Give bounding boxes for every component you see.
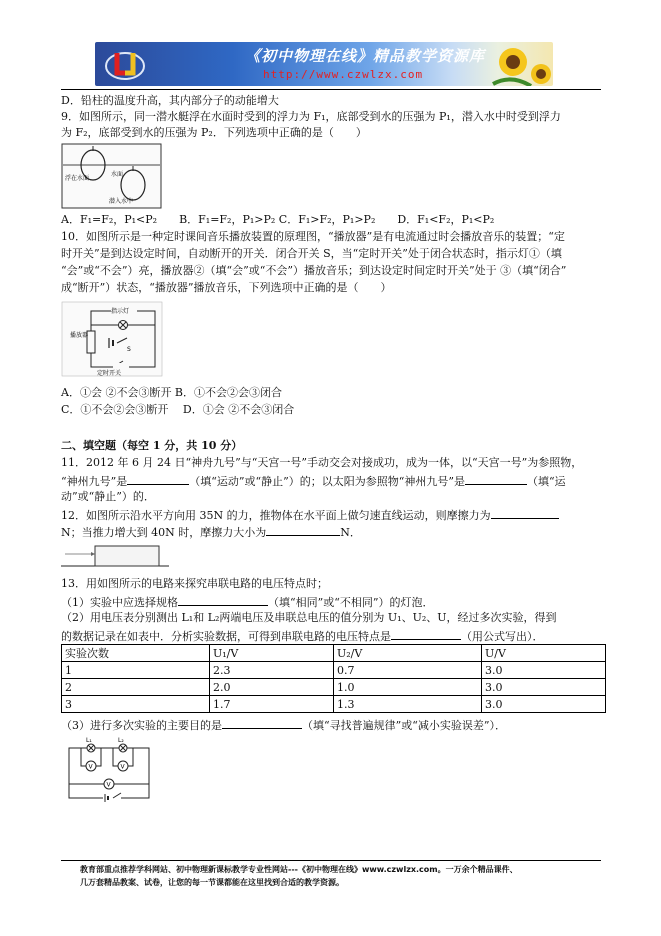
table-row [62, 679, 606, 696]
q13-line5 [61, 718, 506, 731]
player-icon [87, 331, 95, 353]
q13-blank-3[interactable] [222, 718, 302, 729]
q9-options: A．F₁=F₂，P₁<P₂ B．F₁=F₂，P₁>P₂ C．F₁>F₂，P₁>P₂ D．F₁<F₂，P₁<P₂ [61, 213, 495, 226]
table-cell: 2.3 [210, 662, 334, 679]
table-header-cell: U₂/V [334, 645, 482, 662]
q10-line1: 10．如图所示是一种定时课间音乐播放装置的原理图，“播放器”是有电流通过时会播放音乐的装置；“定 [61, 230, 565, 243]
q12-blank-2[interactable] [266, 525, 340, 536]
q9-fig-label-float: 浮在水面 [65, 175, 90, 182]
header-title: 《初中物理在线》精品教学资源库 [245, 47, 486, 65]
q11-line2-c: （填“运 [527, 475, 566, 488]
q8-option-d: D．铅柱的温度升高，其内部分子的动能增大 [61, 94, 279, 107]
table-cell: 1.7 [210, 696, 334, 713]
q12-line1-a: 12．如图所示沿水平方向用 35N 的力，推物体在水平面上做匀速直线运动，则摩擦力为 [61, 509, 491, 522]
q10-fig-timer: 定时开关 [97, 370, 122, 377]
q12-line2 [61, 525, 361, 538]
q9-line2: 为 F₂，底部受到水的压强为 P₂．下列选项中正确的是（ ） [61, 126, 367, 139]
q11-line3: 动”或“静止”）的． [61, 490, 155, 503]
table-row [62, 696, 606, 713]
q13-line5-a: （3）进行多次实验的主要目的是 [61, 719, 222, 732]
q10-fig-s: S [127, 346, 131, 353]
q11-line1: 11．2012 年 6 月 24 日“神舟九号”与“天宫一号”手动交会对接成功，成为一体，以“天宫一号”为参照物， [61, 456, 583, 469]
q13-line1: 13．用如图所示的电路来探究串联电路的电压特点时； [61, 577, 328, 590]
table-row [62, 662, 606, 679]
table-cell: 2 [62, 679, 210, 696]
q12-push-figure [61, 542, 171, 570]
q13-line4 [61, 629, 544, 642]
table-cell: 0.7 [334, 662, 482, 679]
table-header-cell: 实验次数 [62, 645, 210, 662]
q10-fig-player: 播放器 [70, 332, 89, 339]
q13-blank-1[interactable] [178, 595, 268, 606]
table-cell: 3.0 [482, 662, 606, 679]
table-cell: 2.0 [210, 679, 334, 696]
q12-blank-1[interactable] [491, 508, 559, 519]
q9-fig-label-water: 水面 [111, 171, 124, 178]
q11-blank-1[interactable] [127, 474, 189, 485]
q13-line4-b: （用公式写出）． [461, 630, 544, 643]
q12-line2-a: N；当推力增大到 40N 时，摩擦力大小为 [61, 526, 267, 539]
table-cell: 1 [62, 662, 210, 679]
table-header-cell: U₁/V [210, 645, 334, 662]
q13-circuit-figure [61, 736, 155, 806]
header-banner [95, 42, 553, 86]
q12-line2-b: N． [340, 526, 361, 539]
q10-line2: 时开关”是到达设定时间，自动断开的开关．闭合开关 S，当“定时开关”处于闭合状态时，指示灯①（填 [61, 247, 562, 260]
q13-fig-l2: L₂ [118, 737, 124, 744]
table-cell: 3.0 [482, 679, 606, 696]
q11-line2-b: （填“运动”或“静止”）的；以太阳为参照物“神州九号”是 [189, 475, 465, 488]
q13-line3: （2）用电压表分别测出 L₁和 L₂两端电压及串联总电压的值分别为 U₁、U₂、U，经过多次实验，得到 [61, 611, 557, 624]
footer-line1: 教育部重点推荐学科网站、初中物理新课标教学专业性网站---《初中物理在线》www.czwlzx.com。一万余个精品课件、 [80, 865, 518, 874]
section-fill-in-title: 二、填空题（每空 1 分，共 10 分） [61, 439, 243, 452]
header-url[interactable]: http://www.czwlzx.com [263, 68, 424, 81]
q13-data-table [61, 644, 606, 713]
sunflower-icon [491, 44, 551, 86]
q13-line2-a: （1）实验中应选择规格 [61, 596, 178, 609]
q9-fig-label-sub: 潜入水中 [109, 198, 134, 205]
q13-fig-v1: V [88, 763, 93, 771]
q13-fig-l1: L₁ [86, 737, 92, 744]
q10-line4: 成“断开”）状态，“播放器”播放音乐，下列选项中正确的是（ ） [61, 281, 392, 294]
table-header-cell: U/V [482, 645, 606, 662]
footer-line2: 几万套精品教案、试卷，让您的每一节课都能在这里找到合适的教学资源。 [80, 878, 344, 887]
q10-options-row1: A．①会 ②不会③断开 B．①不会②会③闭合 [61, 386, 283, 399]
q10-options-row2: C．①不会②会③断开 D．①会 ②不会③闭合 [61, 403, 295, 416]
q9-submarine-figure [61, 143, 162, 209]
q11-line2-a: “神州九号”是 [61, 475, 128, 488]
table-header-row [62, 645, 606, 662]
q13-fig-v3: V [106, 781, 111, 789]
q13-line4-a: 的数据记录在如表中．分析实验数据，可得到串联电路的电压特点是 [61, 630, 391, 643]
q13-line2 [61, 595, 434, 608]
q11-blank-2[interactable] [465, 474, 527, 485]
table-cell: 1.3 [334, 696, 482, 713]
q13-blank-2[interactable] [391, 629, 461, 640]
q10-circuit-figure [61, 301, 163, 377]
header-rule [61, 89, 601, 90]
footer-rule [61, 860, 601, 861]
table-cell: 1.0 [334, 679, 482, 696]
q13-line5-b: （填“寻找普遍规律”或“减小实验误差”）． [302, 719, 506, 732]
table-cell: 3 [62, 696, 210, 713]
site-logo-icon [103, 47, 147, 81]
table-cell: 3.0 [482, 696, 606, 713]
q9-line1: 9．如图所示，同一潜水艇浮在水面时受到的浮力为 F₁，底部受到水的压强为 P₁，潜入水中时受到浮力 [61, 110, 561, 123]
q12-line1 [61, 508, 559, 521]
q10-fig-lamp: 指示灯 [111, 308, 130, 315]
q13-fig-v2: V [120, 763, 125, 771]
q13-line2-b: （填“相同”或“不相同”）的灯泡． [268, 596, 434, 609]
q11-line2 [61, 474, 566, 487]
q10-line3: “会”或“不会”）亮，播放器②（填“会”或“不会”）播放音乐；到达设定时间定时开关”处于 ③（填“闭合” [61, 264, 567, 277]
